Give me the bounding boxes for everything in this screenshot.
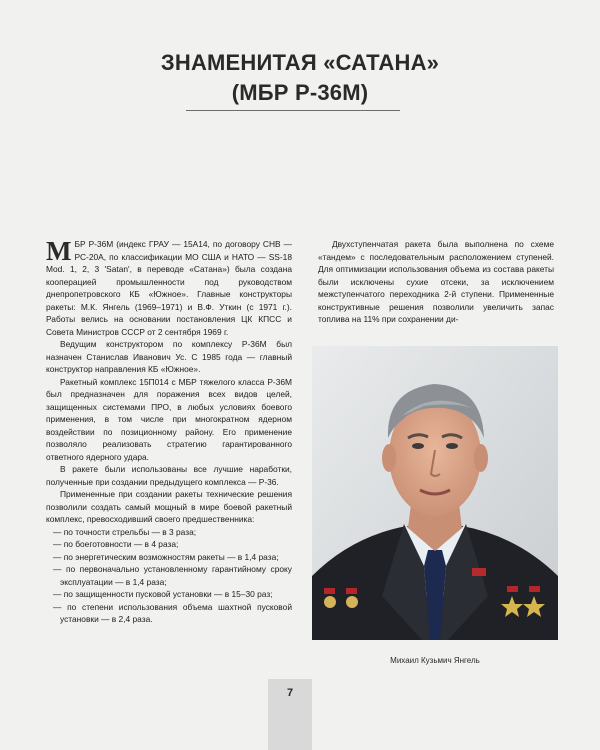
list-item: — по точности стрельбы — в 3 раза; — [46, 526, 292, 539]
photo-caption: Михаил Кузьмич Янгель — [390, 656, 480, 665]
paragraph-4: В ракете были использованы все лучшие наработки, полученные при создании предыдущего комплекса — Р-36. — [46, 464, 292, 487]
left-text-column — [46, 238, 292, 626]
paragraph-5: Примененные при создании ракеты технические решения позволили создать самый мощный в мире боевой ракетный комплекс, превосходивший своего предшественника: — [46, 489, 292, 524]
portrait-photo — [312, 346, 558, 640]
paragraph-1-text: БР Р-36М (индекс ГРАУ — 15А14, по договору СНВ — РС-20А, по классификации МО США и НАТО — SS-18 Mod. 1, 2, 3 'Satan', в переводе «Сатана») была создана кооперацией промышленности под руководством днепропетровского КБ «Южное». Главные конструкторы ракеты: М.К. Янгель (1969–1971) и В.Ф. Уткин (с 1971 г.). Работы велись на основании постановления ЦК КПСС и Совета Министров СССР от 2 сентября 1969 г. — [46, 239, 292, 337]
list-item: — по первоначально установленному гарантийному сроку эксплуатации — в 1,4 раза; — [46, 563, 292, 588]
title-underline — [186, 110, 400, 111]
paragraph-2: Ведущим конструктором по комплексу Р-36М был назначен Станислав Иванович Ус. С 1985 года — главный конструктор направления КБ «Южное». — [46, 339, 292, 374]
list-item: — по боеготовности — в 4 раза; — [46, 538, 292, 551]
advantages-list — [46, 526, 292, 626]
portrait-illustration — [312, 346, 558, 640]
page-title-line-1: ЗНАМЕНИТАЯ «САТАНА» — [160, 50, 440, 75]
list-item: — по защищенности пусковой установки — в 15–30 раз; — [46, 588, 292, 601]
paragraph-1 — [46, 238, 292, 338]
right-text-column — [318, 238, 554, 326]
right-paragraph-1: Двухступенчатая ракета была выполнена по схеме «тандем» с последовательным расположением ступеней. Для оптимизации использования объема из состава ракеты были исключены сухие отсеки, за исключением межступенчатого переходника 2-й ступени. Примененные конструктивные решения позволили увеличить запас топлива на 11% при сохранении ди- — [318, 239, 554, 324]
paragraph-3: Ракетный комплекс 15П014 с МБР тяжелого класса Р-36М был предназначен для поражения всех видов целей, защищенных системами ПРО, в любых условиях боевого применения, в том числе при многократном ядерном воздействии по позиционному району. Его применение позволяло реализовать стратегию гарантированного ответного ядерного удара. — [46, 376, 292, 462]
page-number: 7 — [286, 687, 294, 699]
page-title-line-2: (МБР Р-36М) — [231, 80, 369, 105]
drop-cap: М — [46, 236, 72, 266]
list-item: — по степени использования объема шахтной пусковой установки — в 2,4 раза. — [46, 601, 292, 626]
page-number-tab — [268, 679, 312, 750]
list-item: — по энергетическим возможностям ракеты — в 1,4 раза; — [46, 551, 292, 564]
